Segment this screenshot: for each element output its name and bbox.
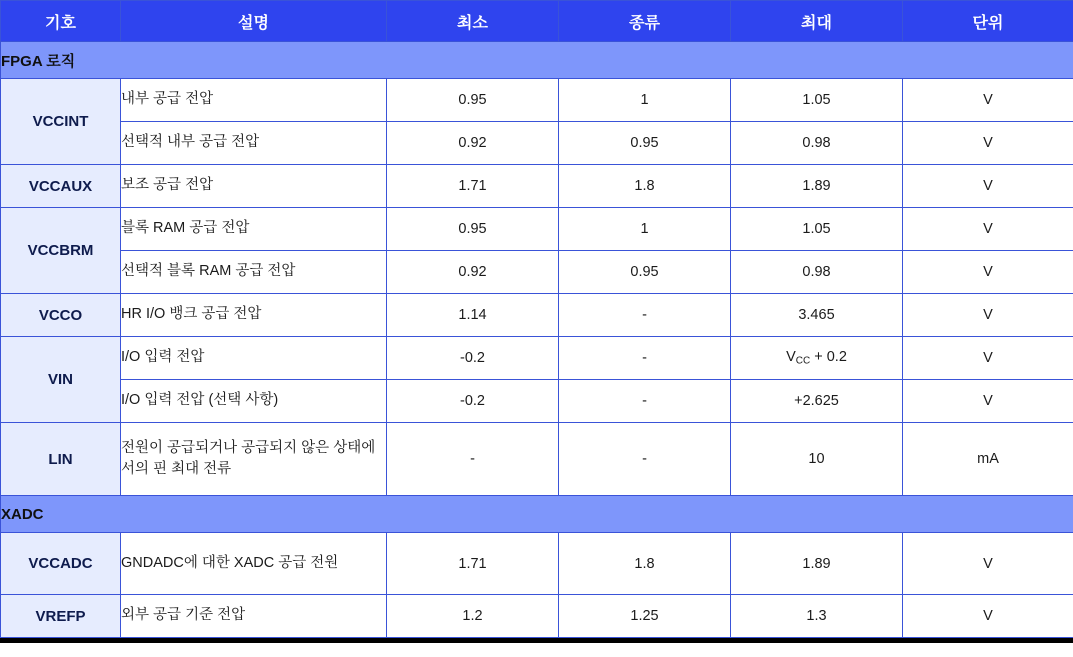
column-header-unit: 단위	[903, 1, 1073, 42]
table-header	[1, 1, 1073, 42]
table-row	[1, 165, 1073, 208]
min-cell: 1.2	[387, 595, 559, 638]
description-cell: HR I/O 뱅크 공급 전압	[121, 294, 387, 337]
min-cell: -	[387, 423, 559, 496]
section-title-xadc: XADC	[1, 496, 1073, 533]
typical-cell: 0.95	[559, 251, 731, 294]
min-cell: -0.2	[387, 380, 559, 423]
unit-cell: V	[903, 208, 1073, 251]
unit-cell: V	[903, 165, 1073, 208]
table-row	[1, 122, 1073, 165]
typical-cell: -	[559, 380, 731, 423]
typical-cell: 1	[559, 208, 731, 251]
table-row	[1, 251, 1073, 294]
unit-cell: V	[903, 122, 1073, 165]
min-cell: 0.95	[387, 79, 559, 122]
max-cell: 1.05	[731, 79, 903, 122]
unit-cell: mA	[903, 423, 1073, 496]
max-cell	[731, 337, 903, 380]
section-row	[1, 496, 1073, 533]
min-cell: 0.92	[387, 122, 559, 165]
description-cell: 선택적 블록 RAM 공급 전압	[121, 251, 387, 294]
symbol-vrefp: VREFP	[1, 595, 121, 638]
description-cell: 전원이 공급되거나 공급되지 않은 상태에서의 핀 최대 전류	[121, 423, 387, 496]
description-cell: 보조 공급 전압	[121, 165, 387, 208]
unit-cell: V	[903, 251, 1073, 294]
section-row	[1, 42, 1073, 79]
table-row	[1, 595, 1073, 638]
max-cell: 0.98	[731, 122, 903, 165]
table-body	[1, 42, 1073, 638]
max-cell: +2.625	[731, 380, 903, 423]
description-cell: I/O 입력 전압 (선택 사항)	[121, 380, 387, 423]
unit-cell: V	[903, 595, 1073, 638]
table-row	[1, 294, 1073, 337]
typical-cell: 1.8	[559, 165, 731, 208]
symbol-vccadc: VCCADC	[1, 533, 121, 595]
description-cell: 블록 RAM 공급 전압	[121, 208, 387, 251]
unit-cell: V	[903, 337, 1073, 380]
typical-cell: 1	[559, 79, 731, 122]
table-row	[1, 380, 1073, 423]
max-cell: 0.98	[731, 251, 903, 294]
max-cell: 1.89	[731, 533, 903, 595]
header-row	[1, 1, 1073, 42]
min-cell: 0.95	[387, 208, 559, 251]
column-header-description: 설명	[121, 1, 387, 42]
max-cell: 1.89	[731, 165, 903, 208]
typical-cell: -	[559, 423, 731, 496]
symbol-vcco: VCCO	[1, 294, 121, 337]
unit-cell: V	[903, 294, 1073, 337]
table-row	[1, 423, 1073, 496]
unit-cell: V	[903, 79, 1073, 122]
max-cell: 1.05	[731, 208, 903, 251]
typical-cell: 0.95	[559, 122, 731, 165]
column-header-min: 최소	[387, 1, 559, 42]
min-cell: 0.92	[387, 251, 559, 294]
table-row	[1, 337, 1073, 380]
column-header-symbol: 기호	[1, 1, 121, 42]
max-cell: 3.465	[731, 294, 903, 337]
max-value-suffix: + 0.2	[810, 349, 847, 366]
symbol-vccbrm: VCCBRM	[1, 208, 121, 294]
min-cell: -0.2	[387, 337, 559, 380]
max-value-subscript: CC	[795, 355, 811, 367]
typical-cell: -	[559, 337, 731, 380]
description-cell: GNDADC에 대한 XADC 공급 전원	[121, 533, 387, 595]
unit-cell: V	[903, 380, 1073, 423]
description-cell: 내부 공급 전압	[121, 79, 387, 122]
bottom-edge-bar	[0, 638, 1073, 643]
table-row	[1, 79, 1073, 122]
max-cell: 1.3	[731, 595, 903, 638]
typical-cell: 1.8	[559, 533, 731, 595]
min-cell: 1.71	[387, 533, 559, 595]
symbol-vccaux: VCCAUX	[1, 165, 121, 208]
typical-cell: 1.25	[559, 595, 731, 638]
symbol-vccint: VCCINT	[1, 79, 121, 165]
column-header-max: 최대	[731, 1, 903, 42]
description-cell: 선택적 내부 공급 전압	[121, 122, 387, 165]
max-cell: 10	[731, 423, 903, 496]
min-cell: 1.14	[387, 294, 559, 337]
table-row	[1, 533, 1073, 595]
typical-cell: -	[559, 294, 731, 337]
symbol-lin: LIN	[1, 423, 121, 496]
min-cell: 1.71	[387, 165, 559, 208]
section-title-fpga-logic: FPGA 로직	[1, 42, 1073, 79]
column-header-typical: 종류	[559, 1, 731, 42]
symbol-vin: VIN	[1, 337, 121, 423]
unit-cell: V	[903, 533, 1073, 595]
description-cell: 외부 공급 기준 전압	[121, 595, 387, 638]
max-value-base: V	[786, 349, 796, 366]
table-row	[1, 208, 1073, 251]
description-cell: I/O 입력 전압	[121, 337, 387, 380]
